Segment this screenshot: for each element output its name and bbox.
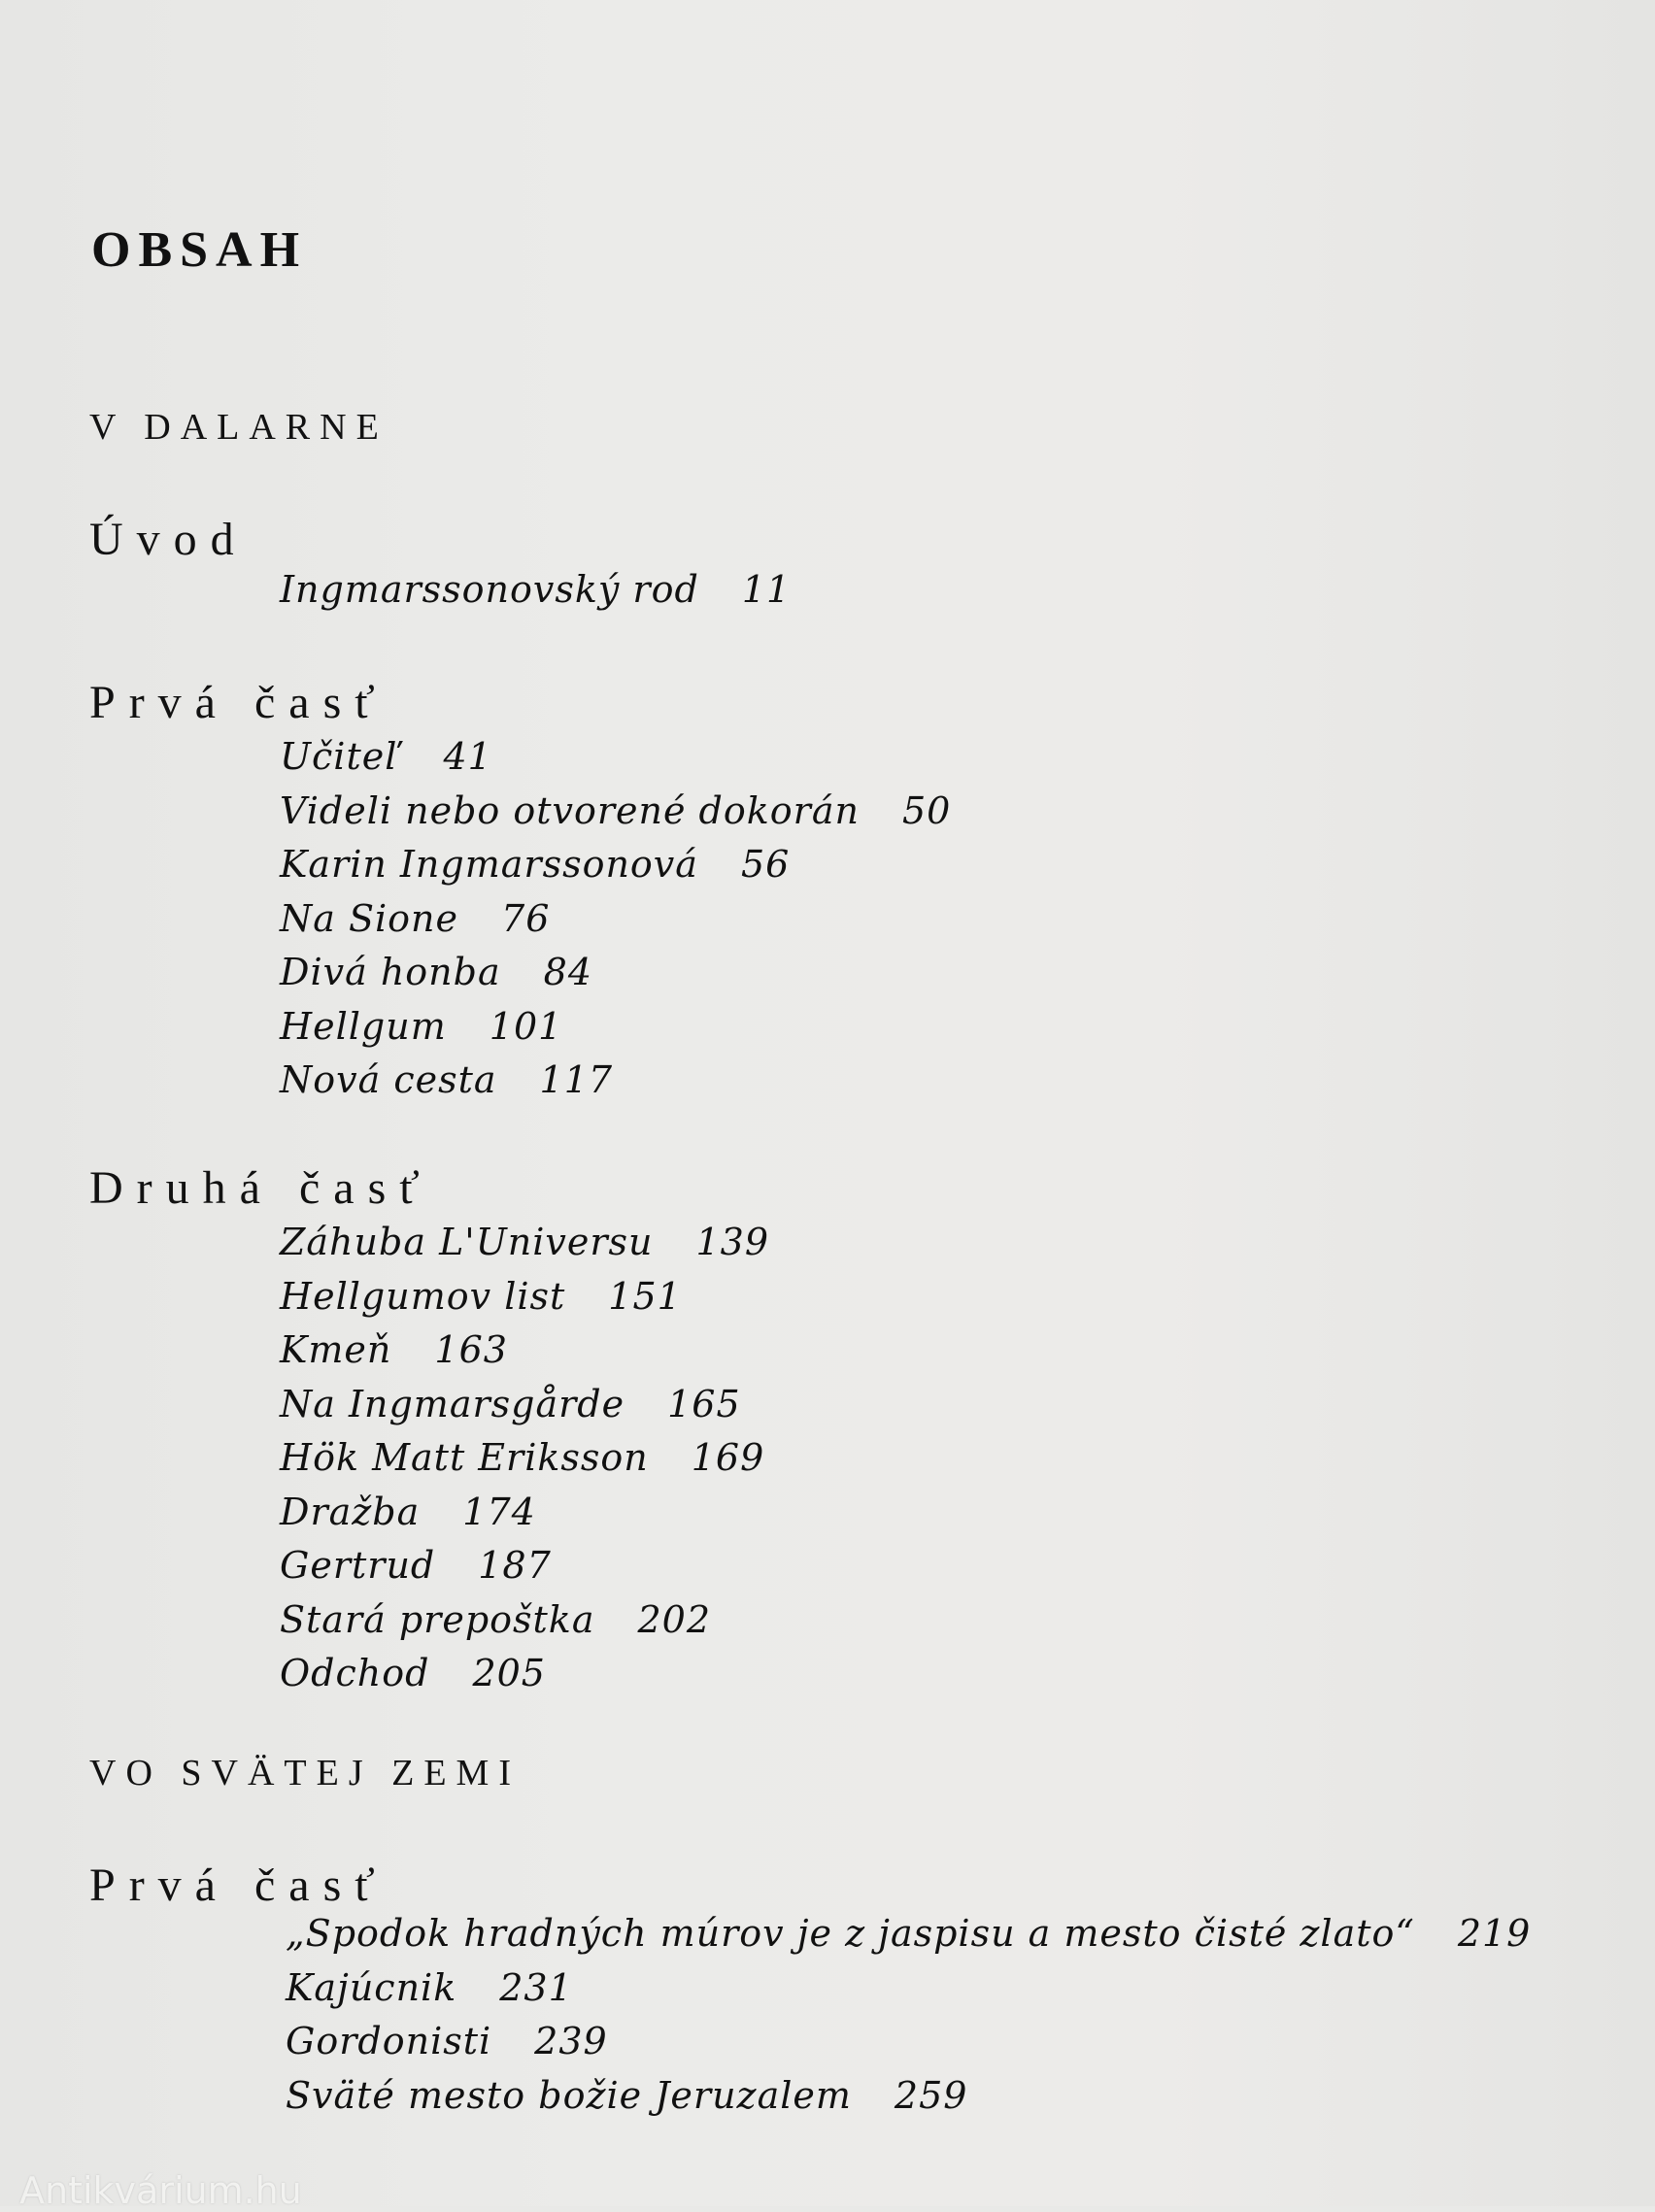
toc-entry bbox=[280, 1378, 769, 1432]
entry-page-number: 101 bbox=[489, 1004, 563, 1048]
toc-entry bbox=[280, 1000, 951, 1055]
part-heading-prva-cast: Prvá časť bbox=[89, 677, 388, 728]
entry-page-number: 219 bbox=[1457, 1912, 1532, 1955]
toc-entry bbox=[280, 1539, 769, 1593]
entry-title: Hellgum bbox=[280, 1004, 447, 1048]
toc-entry bbox=[280, 1647, 769, 1701]
toc-entry bbox=[286, 1961, 1531, 2016]
entry-page-number: 151 bbox=[608, 1274, 682, 1318]
toc-entry bbox=[280, 1593, 769, 1648]
entry-page-number: 50 bbox=[901, 788, 952, 832]
entry-page-number: 163 bbox=[434, 1328, 508, 1371]
entry-title: Kajúcnik bbox=[286, 1965, 457, 2009]
entry-page-number: 259 bbox=[894, 2073, 968, 2117]
entry-title: Videli nebo otvorené dokorán bbox=[280, 788, 860, 832]
entry-title: Hellgumov list bbox=[280, 1274, 566, 1318]
entry-page-number: 174 bbox=[462, 1490, 536, 1533]
toc-entry bbox=[280, 563, 791, 618]
entry-title: Nová cesta bbox=[280, 1058, 497, 1101]
toc-entry bbox=[280, 1054, 951, 1108]
entry-title: Sväté mesto božie Jeruzalem bbox=[286, 2073, 852, 2117]
entry-title: Stará prepoštka bbox=[280, 1597, 595, 1641]
section-heading-v-dalarne: V DALARNE bbox=[89, 407, 388, 448]
toc-list-prva-cast bbox=[280, 730, 951, 1108]
toc-entry bbox=[286, 1907, 1531, 1961]
entry-page-number: 11 bbox=[741, 568, 792, 611]
entry-page-number: 41 bbox=[443, 735, 492, 778]
toc-entry bbox=[286, 2069, 1531, 2124]
entry-title: „Spodok hradných múrov je z jaspisu a mesto čisté zlato“ bbox=[286, 1912, 1415, 1955]
toc-entry bbox=[286, 2015, 1531, 2069]
entry-title: Gertrud bbox=[280, 1544, 436, 1587]
entry-title: Divá honba bbox=[280, 951, 501, 993]
toc-list-uvod bbox=[280, 563, 791, 618]
toc-entry bbox=[280, 1216, 769, 1270]
entry-page-number: 169 bbox=[691, 1436, 765, 1479]
toc-list-prva-cast-2 bbox=[286, 1907, 1531, 2123]
entry-page-number: 202 bbox=[637, 1597, 712, 1641]
toc-entry bbox=[280, 946, 951, 1000]
entry-title: Na Ingmarsgårde bbox=[280, 1382, 625, 1425]
section-heading-vo-svatej-zemi: VO SVÄTEJ ZEMI bbox=[89, 1753, 521, 1793]
entry-title: Ingmarssonovský rod bbox=[280, 568, 699, 611]
entry-page-number: 205 bbox=[472, 1652, 546, 1694]
toc-entry bbox=[280, 838, 951, 892]
entry-page-number: 165 bbox=[667, 1382, 741, 1425]
watermark: Antikvárium.hu bbox=[19, 2169, 302, 2212]
entry-page-number: 231 bbox=[499, 1965, 573, 2009]
entry-title: Odchod bbox=[280, 1652, 430, 1694]
entry-title: Učiteľ bbox=[280, 735, 401, 778]
entry-title: Gordonisti bbox=[286, 2020, 492, 2062]
entry-title: Hök Matt Eriksson bbox=[280, 1436, 649, 1479]
entry-page-number: 76 bbox=[501, 896, 551, 940]
part-heading-prva-cast-2: Prvá časť bbox=[89, 1860, 388, 1911]
entry-page-number: 239 bbox=[534, 2020, 608, 2062]
toc-entry bbox=[280, 785, 951, 839]
entry-title: Na Sione bbox=[280, 896, 459, 940]
entry-page-number: 56 bbox=[740, 843, 791, 886]
toc-entry bbox=[280, 1270, 769, 1324]
entry-page-number: 84 bbox=[543, 951, 592, 993]
toc-entry bbox=[280, 1486, 769, 1540]
toc-entry bbox=[280, 1431, 769, 1486]
toc-list-druha-cast bbox=[280, 1216, 769, 1701]
entry-page-number: 117 bbox=[539, 1058, 614, 1101]
part-heading-uvod: Úvod bbox=[89, 514, 248, 565]
entry-title: Kmeň bbox=[280, 1328, 392, 1371]
toc-entry bbox=[280, 892, 951, 947]
entry-page-number: 187 bbox=[478, 1544, 552, 1587]
part-heading-druha-cast: Druhá časť bbox=[89, 1162, 433, 1214]
page-title: OBSAH bbox=[91, 222, 308, 278]
entry-page-number: 139 bbox=[695, 1221, 770, 1263]
toc-entry bbox=[280, 1324, 769, 1378]
entry-title: Dražba bbox=[280, 1490, 421, 1533]
bleed-through-text bbox=[703, 0, 1247, 855]
entry-title: Karin Ingmarssonová bbox=[280, 843, 698, 886]
toc-entry bbox=[280, 730, 951, 785]
entry-title: Záhuba L'Universu bbox=[280, 1221, 654, 1263]
